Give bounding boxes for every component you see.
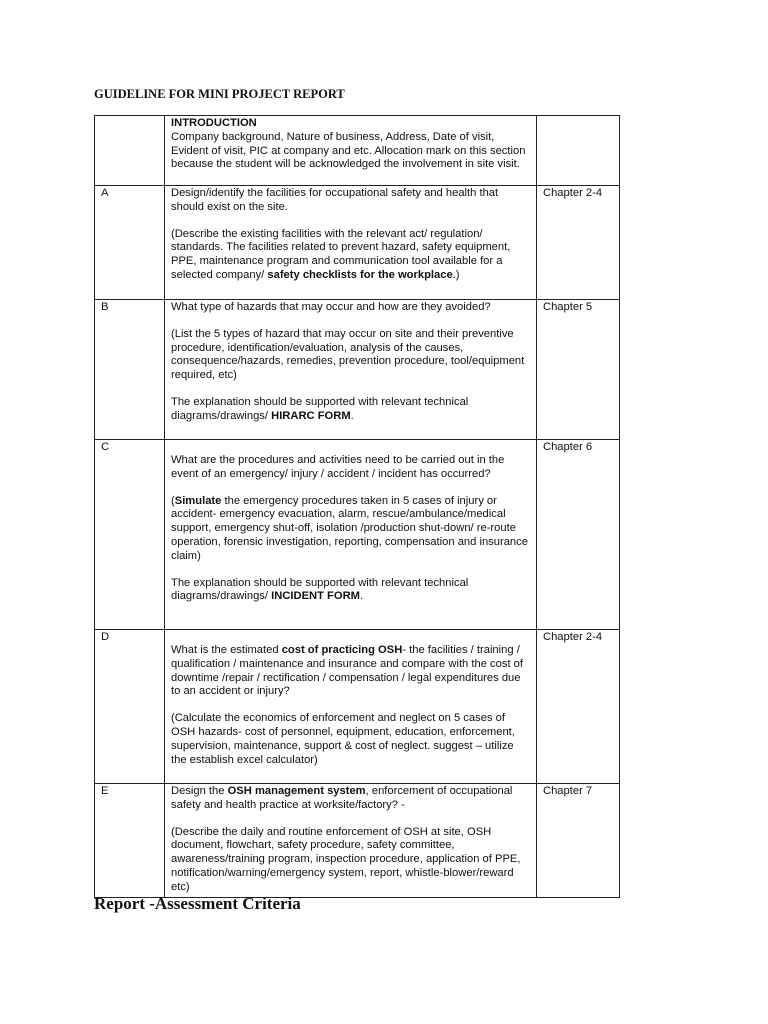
row-letter: E xyxy=(95,784,165,898)
table-row-e xyxy=(95,784,620,898)
row-question: - the facilities / training / qualification / maintenance and insurance and compare with the cost of downtime /repair / rectification / compensation / legal expenditures due to an accident or injury? xyxy=(171,644,523,698)
row-question-emphasis: cost of practicing OSH xyxy=(281,644,403,656)
description-cell xyxy=(165,440,537,630)
row-letter: A xyxy=(95,186,165,300)
row-question-start: What is the estimated xyxy=(171,644,282,656)
row-question: Design/identify the facilities for occupational safety and health that should exist on the site. xyxy=(171,187,499,213)
row-note: The explanation should be supported with relevant technical diagrams/drawings/ xyxy=(171,395,469,422)
row-letter: D xyxy=(95,630,165,784)
row-question-emphasis: OSH management system xyxy=(227,785,366,797)
row-detail: (Describe the daily and routine enforcement of OSH at site, OSH document, flowchart, safety procedure, safety committee, awareness/training program, inspection procedure, application of PPE, notification/warning/emergency system, report, whistle-blower/reward etc) xyxy=(171,825,521,893)
row-question: What are the procedures and activities need to be carried out in the event of an emergency/ injury / accident / incident has occurred? xyxy=(171,454,505,480)
description-cell xyxy=(165,116,537,186)
intro-title: INTRODUCTION xyxy=(171,117,257,129)
row-question-start: Design the xyxy=(171,785,228,797)
row-note-emphasis: INCIDENT FORM xyxy=(271,590,360,603)
row-question: What type of hazards that may occur and how are they avoided? xyxy=(171,301,491,313)
row-letter: C xyxy=(95,440,165,630)
row-detail-end: .) xyxy=(452,268,460,281)
row-note-emphasis: HIRARC FORM xyxy=(271,409,351,422)
row-note: The explanation should be supported with relevant technical diagrams/drawings/ xyxy=(171,576,469,603)
row-detail: the emergency procedures taken in 5 cases of injury or accident- emergency evacuation, alarm, rescue/ambulance/medical support, emergency shut-off, isolation /production shut-down/ re-route operation, forensic investigation, reporting, compensation and insurance claim) xyxy=(171,494,528,562)
row-chapter: Chapter 6 xyxy=(537,440,620,630)
row-detail: (Describe the existing facilities with the relevant act/ regulation/ standards. The facilities related to prevent hazard, safety equipment, PPE, maintenance program and communication tool available for a selected company/ xyxy=(171,227,511,281)
row-detail-emphasis: safety checklists for the workplace xyxy=(267,268,453,281)
row-note-end: . xyxy=(359,590,364,603)
row-detail: (Calculate the economics of enforcement and neglect on 5 cases of OSH hazards- cost of personnel, equipment, education, enforcement, supervision, maintenance, support & cost of neglect. suggest – utilize the establish excel calculator) xyxy=(171,712,515,766)
table-row-introduction xyxy=(95,116,620,186)
description-cell xyxy=(165,186,537,300)
guideline-table xyxy=(94,115,620,898)
page-heading: GUIDELINE FOR MINI PROJECT REPORT xyxy=(94,87,345,101)
chapter-cell xyxy=(537,116,620,186)
row-detail: (List the 5 types of hazard that may occur on site and their preventive procedure, identification/evaluation, analysis of the causes, consequence/hazards, remedies, prevention procedure, tool/equipment required, etc) xyxy=(171,327,525,382)
report-assessment-criteria-title: Report -Assessment Criteria xyxy=(94,894,301,913)
letter-cell xyxy=(95,116,165,186)
table-row-d xyxy=(95,630,620,784)
intro-text: Company background, Nature of business, Address, Date of visit, Evident of visit, PIC at company and etc. Allocation mark on this section because the student will be acknowledged the involvement in site visit. xyxy=(171,130,526,171)
description-cell xyxy=(165,300,537,440)
row-detail-emphasis: Simulate xyxy=(174,494,222,507)
table-row-b xyxy=(95,300,620,440)
row-detail-start: ( xyxy=(171,494,175,507)
row-question: , enforcement of occupational safety and health practice at worksite/factory? - xyxy=(171,785,513,811)
row-chapter: Chapter 7 xyxy=(537,784,620,898)
table-row-c xyxy=(95,440,620,630)
row-chapter: Chapter 5 xyxy=(537,300,620,440)
description-cell xyxy=(165,784,537,898)
row-letter: B xyxy=(95,300,165,440)
description-cell xyxy=(165,630,537,784)
row-chapter: Chapter 2-4 xyxy=(537,186,620,300)
table-row-a xyxy=(95,186,620,300)
row-note-end: . xyxy=(350,409,354,422)
row-chapter: Chapter 2-4 xyxy=(537,630,620,784)
